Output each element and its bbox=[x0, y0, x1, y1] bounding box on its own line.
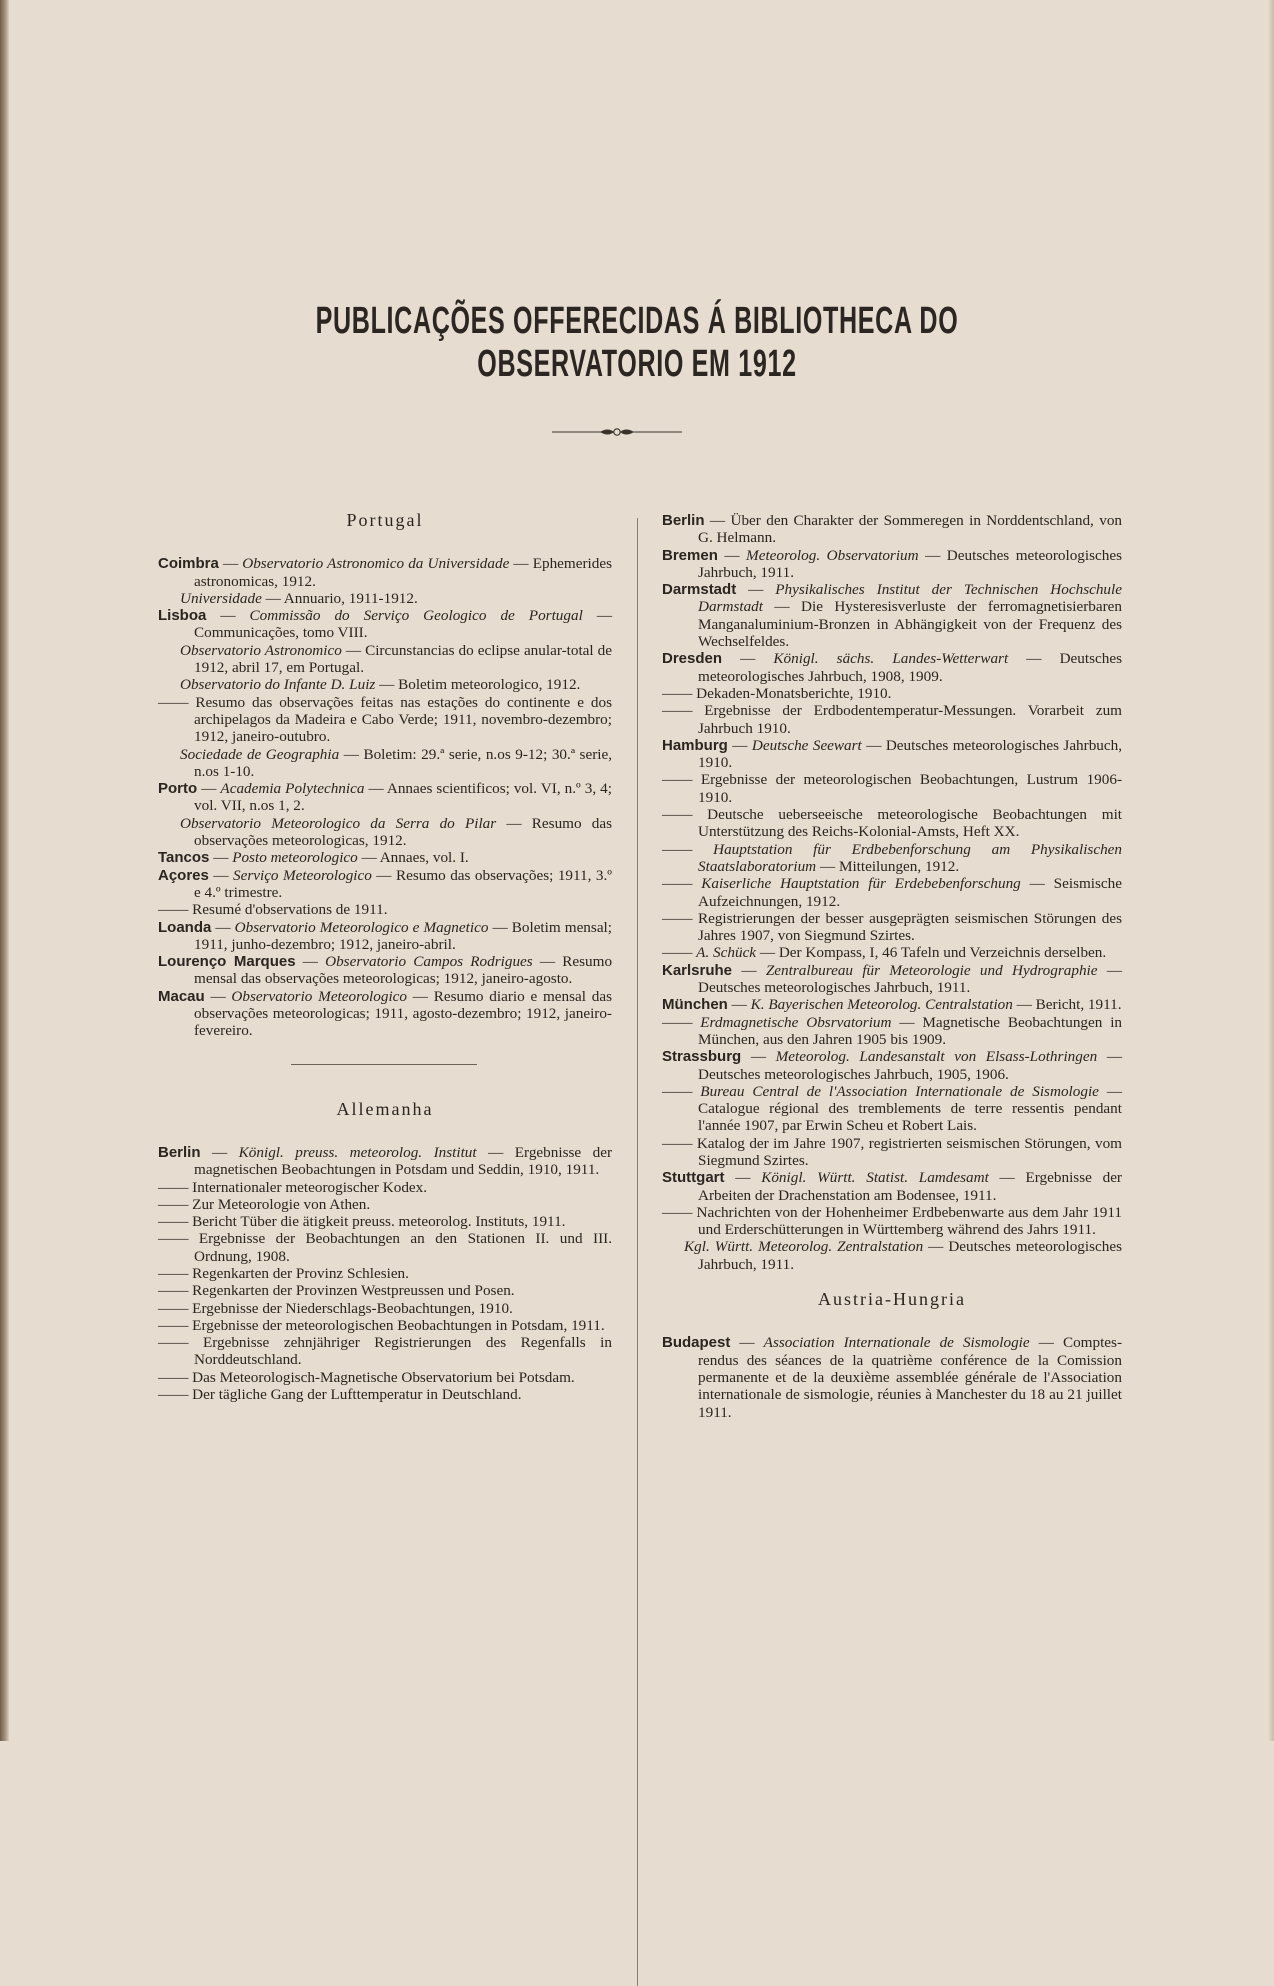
entry-text: Ergebnisse der magnetischen Beobachtungen in Potsdam und Seddin, 1910, 1911. bbox=[194, 1143, 613, 1179]
ditto-dash: —— bbox=[662, 1082, 701, 1100]
ditto-dash: —— bbox=[662, 840, 714, 858]
bibliography-entry bbox=[662, 1135, 1122, 1170]
bibliography-entry: Lourenço Marques — Observatorio Campos Rodrigues — Resumo mensal das observações meteorologicas; 1912, janeiro-agosto. bbox=[158, 953, 613, 988]
section-heading-austria-hungria: Austria-Hungria bbox=[818, 1289, 966, 1310]
ditto-dash: —— bbox=[158, 1264, 193, 1282]
entry-city: München bbox=[662, 996, 728, 1014]
ditto-dash: —— bbox=[158, 1282, 193, 1300]
bibliography-entry bbox=[158, 1213, 612, 1230]
ditto-dash: —— bbox=[662, 875, 702, 893]
bibliography-entry bbox=[662, 910, 1122, 945]
entry-city: Lourenço Marques bbox=[158, 953, 296, 971]
entry-city: Macau bbox=[158, 987, 205, 1005]
bibliography-entry: Bremen — Meteorolog. Observatorium — Deutsches meteorologisches Jahrbuch, 1911. bbox=[662, 546, 1122, 581]
entry-institution: Deutsche Seewart bbox=[751, 736, 862, 754]
bibliography-entry: Budapest — Association Internationale de Sismologie — Comptes-rendus des séances de la quatrième conférence de la Comission permanente et de la deuxième assemblée générale de l'Association internationale de sismologie, réunies à Manchester du 18 au 21 juillet 1911. bbox=[662, 1334, 1123, 1421]
entry-institution: Observatorio Meteorologico bbox=[231, 987, 408, 1005]
entry-text: Resumé d'observations de 1911. bbox=[192, 901, 388, 919]
entry-text: Katalog der im Jahre 1907, registrierten seismischen Störungen, vom Siegmund Szirtes. bbox=[696, 1134, 1122, 1169]
entry-text: Die Hysteresisverluste der ferromagnetisierbaren Manganaluminium-Bronzen in Abhängigkeit von der Frequenz des Wechselfeldes. bbox=[698, 598, 1122, 651]
entry-text: Bericht Tüber die ätigkeit preuss. meteorolog. Instituts, 1911. bbox=[192, 1213, 566, 1231]
entry-institution: Observatorio Astronomico bbox=[180, 641, 342, 659]
entry-institution: Observatorio do Infante D. Luiz bbox=[180, 676, 376, 694]
entry-city: Budapest bbox=[662, 1334, 731, 1352]
entry-text: Nachrichten von der Hohenheimer Erdbebenwarte aus dem Jahr 1911 und Erderschütterungen in Württemberg während des Jahrs 1911. bbox=[696, 1203, 1123, 1239]
bibliography-entry bbox=[662, 806, 1122, 841]
entry-institution: Zentralbureau für Meteorologie und Hydrographie bbox=[765, 961, 1098, 979]
ditto-dash: —— bbox=[662, 1013, 701, 1031]
ditto-dash: —— bbox=[662, 771, 701, 789]
page-title: PUBLICAÇÕES OFFERECIDAS Á BIBLIOTHECA DO OBSERVATORIO EM 1912 bbox=[315, 300, 959, 385]
entry-city: Tancos bbox=[158, 849, 210, 867]
entry-institution: Universidade bbox=[180, 589, 262, 607]
entry-text: Deutsche ueberseeische meteorologische Beobachtungen mit Unterstützung des Reichs-Kolonial-Amsts, Heft XX. bbox=[698, 806, 1123, 841]
bibliography-entry: Strassburg — Meteorolog. Landesanstalt von Elsass-Lothringen — Deutsches meteorologisches Jahrbuch, 1905, 1906. bbox=[662, 1048, 1123, 1083]
ditto-dash: —— bbox=[158, 693, 196, 711]
bibliography-entry bbox=[158, 1386, 612, 1403]
entry-text: Resumo das observações meteorologicas, 1912. bbox=[194, 814, 613, 850]
ditto-dash: —— bbox=[158, 1230, 199, 1248]
bibliography-entry: Berlin — Königl. preuss. meteorolog. Institut — Ergebnisse der magnetischen Beobachtungen in Potsdam und Seddin, 1910, 1911. bbox=[158, 1143, 613, 1179]
right-column bbox=[662, 512, 1122, 1421]
bibliography-entry: —— Erdmagnetische Obsrvatorium — Magnetische Beobachtungen in München, aus den Jahren 1905 bis 1909. bbox=[662, 1013, 1123, 1048]
page-binding-edge bbox=[0, 0, 9, 1741]
entry-institution: Meteorolog. Landesanstalt von Elsass-Lothringen bbox=[775, 1048, 1098, 1066]
entry-text: Regenkarten der Provinz Schlesien. bbox=[192, 1264, 409, 1282]
entry-text: Boletim mensal; 1911, junho-dezembro; 1912, janeiro-abril. bbox=[194, 918, 612, 953]
ditto-dash: —— bbox=[662, 806, 708, 824]
bibliography-entry: Berlin — Über den Charakter der Sommeregen in Norddentschland, von G. Helmann. bbox=[662, 512, 1123, 547]
entry-text: Comptes-rendus des séances de la quatrième conférence de la Comission permanente et de la deuxième assemblée générale de l'Association internationale de sismologie, réunies à Manchester du 18 au 21 juillet 1911. bbox=[698, 1334, 1123, 1421]
entry-text: Ergebnisse der Arbeiten der Drachenstation am Bodensee, 1911. bbox=[698, 1169, 1122, 1204]
ditto-dash: —— bbox=[158, 1299, 193, 1317]
ditto-dash: —— bbox=[158, 1386, 193, 1404]
ditto-dash: —— bbox=[662, 944, 697, 962]
ditto-dash: —— bbox=[662, 909, 698, 927]
entry-institution: Bureau Central de l'Association Internationale de Sismologie bbox=[700, 1082, 1099, 1100]
section-heading-portugal: Portugal bbox=[346, 510, 424, 530]
entry-institution: Observatorio Astronomico da Universidade bbox=[242, 555, 510, 573]
bibliography-entry: Açores — Serviço Meteorologico — Resumo das observações; 1911, 3.º e 4.º trimestre. bbox=[158, 866, 613, 901]
bibliography-entry bbox=[662, 771, 1122, 806]
bibliography-entry bbox=[158, 1230, 612, 1265]
entry-text: Resumo das observações feitas nas estações do continente e dos archipelagos da Madeira e Cabo Verde; 1911, novembro-dezembro; 1912, janeiro-outubro. bbox=[194, 693, 612, 746]
entry-text: Zur Meteorologie von Athen. bbox=[192, 1195, 371, 1213]
bibliography-entry bbox=[662, 685, 1122, 702]
bibliography-entry: Tancos — Posto meteorologico — Annaes, vol. I. bbox=[158, 849, 469, 867]
entry-city: Hamburg bbox=[662, 736, 728, 754]
bibliography-entry bbox=[158, 1317, 612, 1334]
entry-city: Karlsruhe bbox=[662, 961, 733, 979]
bibliography-entry: Kgl. Württ. Meteorolog. Zentralstation — Deutsches meteorologisches Jahrbuch, 1911. bbox=[684, 1238, 1122, 1273]
entry-text: Circunstancias do eclipse anular-total de 1912, abril 17, em Portugal. bbox=[194, 641, 613, 677]
entry-institution: Königl. sächs. Landes-Wetterwart bbox=[773, 650, 1009, 668]
entry-institution: Erdmagnetische Obsrvatorium bbox=[700, 1013, 892, 1031]
bibliography-entry bbox=[158, 901, 612, 918]
entry-city: Lisboa bbox=[158, 607, 207, 625]
bibliography-entry: Porto — Academia Polytechnica — Annaes scientificos; vol. VI, n.º 3, 4; vol. VII, n.os 1, 2. bbox=[158, 780, 612, 815]
ditto-dash: —— bbox=[662, 684, 697, 702]
bibliography-entry: Coimbra — Observatorio Astronomico da Universidade — Ephemerides astronomicas, 1912. bbox=[158, 555, 613, 590]
entry-text: Annaes, vol. I. bbox=[379, 849, 469, 867]
entry-text: Das Meteorologisch-Magnetische Observatorium bei Potsdam. bbox=[192, 1368, 575, 1386]
entry-institution: Association Internationale de Sismologie bbox=[763, 1334, 1030, 1352]
ditto-dash: —— bbox=[158, 1316, 193, 1334]
bibliography-entry: Hamburg — Deutsche Seewart — Deutsches meteorologisches Jahrbuch, 1910. bbox=[662, 736, 1123, 772]
entry-text: Ephemerides astronomicas, 1912. bbox=[194, 555, 613, 590]
entry-city: Stuttgart bbox=[662, 1169, 725, 1187]
ditto-dash: —— bbox=[158, 1213, 193, 1231]
entry-text: Annuario, 1911-1912. bbox=[283, 589, 418, 607]
entry-text: Deutsches meteorologisches Jahrbuch, 1905, 1906. bbox=[698, 1065, 1009, 1083]
entry-city: Loanda bbox=[158, 918, 212, 936]
bibliography-entry: —— A. Schück — Der Kompass, I, 46 Tafeln und Verzeichnis derselben. bbox=[662, 944, 1107, 962]
section-heading-allemanha: Allemanha bbox=[336, 1098, 434, 1119]
entry-institution: K. Bayerischen Meteorolog. Centralstation bbox=[750, 996, 1013, 1014]
bibliography-entry bbox=[158, 1334, 612, 1369]
entry-text: Resumo diario e mensal das observações meteorologicas; 1911, agosto-dezembro; 1912, janeiro-fevereiro. bbox=[194, 987, 613, 1040]
ditto-dash: —— bbox=[158, 901, 193, 919]
bibliography-entry: Sociedade de Geographia — Boletim: 29.ª serie, n.os 9-12; 30.ª serie, n.os 1-10. bbox=[180, 745, 613, 780]
entry-text: Boletim: 29.ª serie, n.os 9-12; 30.ª serie, n.os 1-10. bbox=[194, 745, 613, 780]
entry-text: Seismische Aufzeichnungen, 1912. bbox=[698, 875, 1122, 910]
entry-institution: Kgl. Württ. Meteorolog. Zentralstation bbox=[684, 1238, 924, 1256]
entry-text: Deutsches meteorologisches Jahrbuch, 1911. bbox=[698, 1238, 1122, 1273]
ditto-dash: —— bbox=[662, 702, 705, 720]
entry-text: Internationaler meteorogischer Kodex. bbox=[192, 1178, 428, 1196]
entry-institution: Serviço Meteorologico bbox=[232, 866, 372, 884]
entry-institution: Meteorolog. Observatorium bbox=[746, 546, 919, 564]
entry-text: Magnetische Beobachtungen in München, aus den Jahren 1905 bis 1909. bbox=[698, 1013, 1123, 1048]
entry-city: Darmstadt bbox=[662, 581, 737, 599]
entry-institution: Observatorio Campos Rodrigues bbox=[325, 953, 533, 971]
bibliography-entry: —— Kaiserliche Hauptstation für Erdebebenforschung — Seismische Aufzeichnungen, 1912. bbox=[662, 875, 1122, 910]
entry-city: Berlin bbox=[662, 512, 705, 529]
entry-text: Boletim meteorologico, 1912. bbox=[398, 676, 581, 694]
page-right-edge bbox=[1268, 0, 1274, 1741]
bibliography-entry: Observatorio Astronomico — Circunstancias do eclipse anular-total de 1912, abril 17, em Portugal. bbox=[180, 641, 613, 677]
bibliography-entry: Karlsruhe — Zentralbureau für Meteorologie und Hydrographie — Deutsches meteorologisches Jahrbuch, 1911. bbox=[662, 961, 1123, 997]
bibliography-entry bbox=[662, 702, 1122, 737]
entry-text: Catalogue régional des tremblements de terre ressentis pendant l'année 1907, par Erwin Scheu et Robert Lais. bbox=[698, 1100, 1122, 1135]
entry-institution: Observatorio Meteorologico e Magnetico bbox=[234, 918, 489, 936]
entry-text: Ergebnisse der Erdbodentemperatur-Messungen. Vorarbeit zum Jahrbuch 1910. bbox=[698, 702, 1122, 737]
entry-text: Ergebnisse der Beobachtungen an den Stationen II. und III. Ordnung, 1908. bbox=[194, 1230, 613, 1265]
entry-text: Bericht, 1911. bbox=[1035, 996, 1122, 1014]
entry-text: Mitteilungen, 1912. bbox=[838, 857, 960, 875]
bibliography-entry bbox=[158, 1300, 612, 1317]
ditto-dash: —— bbox=[158, 1368, 193, 1386]
ditto-dash: —— bbox=[158, 1178, 193, 1196]
entry-institution: Hauptstation für Erdbebenforschung am Physikalischen Staatslaboratorium bbox=[698, 840, 1123, 875]
entry-city: Açores bbox=[158, 866, 209, 884]
entry-city: Dresden bbox=[662, 650, 723, 668]
entry-institution: Posto meteorologico bbox=[232, 849, 358, 867]
entry-institution: Königl. preuss. meteorolog. Institut bbox=[238, 1143, 477, 1161]
entry-city: Berlin bbox=[158, 1143, 201, 1161]
entry-text: Deutsches meteorologisches Jahrbuch, 1911. bbox=[698, 979, 971, 997]
bibliography-entry: Darmstadt — Physikalisches Institut der Technischen Hochschule Darmstadt — Die Hysteresisverluste der ferromagnetisierbaren Manganaluminium-Bronzen in Abhängigkeit von der Frequenz des Wechselfeldes. bbox=[662, 581, 1122, 651]
entry-institution: Commissão do Serviço Geologico de Portugal bbox=[249, 607, 583, 625]
bibliography-entry: Universidade — Annuario, 1911-1912. bbox=[180, 589, 418, 607]
entry-city: Bremen bbox=[662, 546, 718, 564]
left-column bbox=[158, 512, 612, 1403]
entry-text: Registrierungen der besser ausgeprägten seismischen Störungen des Jahres 1907, von Siegmund Szirtes. bbox=[697, 909, 1123, 945]
entry-text: Resumo das observações; 1911, 3.º e 4.º trimestre. bbox=[194, 866, 613, 901]
column-divider bbox=[637, 518, 638, 1986]
entry-text: Ergebnisse der meteorologischen Beobachtungen, Lustrum 1906-1910. bbox=[698, 771, 1123, 806]
ditto-dash: —— bbox=[662, 1203, 697, 1221]
bibliography-entry bbox=[158, 1369, 612, 1386]
bibliography-entry: München — K. Bayerischen Meteorolog. Centralstation — Bericht, 1911. bbox=[662, 996, 1122, 1014]
bibliography-entry: Observatorio Meteorologico da Serra do Pilar — Resumo das observações meteorologicas, 1912. bbox=[180, 814, 613, 850]
ditto-dash: —— bbox=[158, 1334, 203, 1352]
ditto-dash: —— bbox=[662, 1134, 697, 1152]
entry-text: Resumo mensal das observações meteorologicas; 1912, janeiro-agosto. bbox=[194, 953, 613, 988]
entry-text: Regenkarten der Provinzen Westpreussen und Posen. bbox=[192, 1282, 515, 1300]
bibliography-entry bbox=[158, 1196, 612, 1213]
bibliography-entry bbox=[158, 1265, 612, 1282]
allemanha-entries bbox=[158, 1144, 612, 1403]
portugal-entries bbox=[158, 555, 612, 1039]
bibliography-entry bbox=[158, 1282, 612, 1299]
entry-text: Dekaden-Monatsberichte, 1910. bbox=[696, 684, 892, 702]
entry-text: Der tägliche Gang der Lufttemperatur in Deutschland. bbox=[192, 1386, 522, 1404]
allemanha-entries-continued bbox=[662, 512, 1122, 1273]
entry-institution: Observatorio Meteorologico da Serra do Pilar bbox=[180, 814, 497, 832]
entry-text: Ergebnisse zehnjähriger Registrierungen des Regenfalls in Norddeutschland. bbox=[194, 1334, 612, 1369]
bibliography-entry: Stuttgart — Königl. Württ. Statist. Lamdesamt — Ergebnisse der Arbeiten der Drachenstation am Bodensee, 1911. bbox=[662, 1169, 1122, 1204]
bibliography-entry: Lisboa — Commissão do Serviço Geologico de Portugal — Communicações, tomo VIII. bbox=[158, 607, 613, 642]
bibliography-entry bbox=[662, 1204, 1122, 1239]
entry-text: Communicações, tomo VIII. bbox=[194, 624, 368, 642]
bibliography-entry: Observatorio do Infante D. Luiz — Boletim meteorologico, 1912. bbox=[180, 676, 581, 694]
entry-text: Über den Charakter der Sommeregen in Norddentschland, von G. Helmann. bbox=[698, 512, 1123, 547]
entry-institution: Sociedade de Geographia bbox=[180, 745, 340, 763]
title-ornament bbox=[552, 425, 682, 439]
entry-text: Deutsches meteorologisches Jahrbuch, 1910. bbox=[698, 736, 1123, 772]
bibliography-entry: Dresden — Königl. sächs. Landes-Wetterwart — Deutsches meteorologisches Jahrbuch, 1908, 1909. bbox=[662, 650, 1123, 685]
austria-entries bbox=[662, 1334, 1122, 1420]
bibliography-entry: Macau — Observatorio Meteorologico — Resumo diario e mensal das observações meteorologicas; 1911, agosto-dezembro; 1912, janeiro-fevereiro. bbox=[158, 987, 613, 1040]
entry-text: Ergebnisse der Niederschlags-Beobachtungen, 1910. bbox=[192, 1299, 513, 1317]
entry-text: Deutsches meteorologisches Jahrbuch, 1911. bbox=[698, 546, 1122, 581]
bibliography-entry bbox=[158, 694, 612, 746]
entry-text: Deutsches meteorologisches Jahrbuch, 1908, 1909. bbox=[698, 650, 1123, 685]
ditto-dash: —— bbox=[158, 1195, 193, 1213]
bibliography-entry: —— Hauptstation für Erdbebenforschung am Physikalischen Staatslaboratorium — Mitteilungen, 1912. bbox=[662, 840, 1123, 875]
bibliography-entry: —— Bureau Central de l'Association Internationale de Sismologie — Catalogue régional des tremblements de terre ressentis pendant l'année 1907, par Erwin Scheu et Robert Lais. bbox=[662, 1082, 1123, 1135]
entry-city: Strassburg bbox=[662, 1048, 742, 1066]
entry-city: Porto bbox=[158, 780, 198, 798]
entry-city: Coimbra bbox=[158, 555, 219, 573]
entry-institution: A. Schück bbox=[696, 944, 757, 962]
entry-text: Der Kompass, I, 46 Tafeln und Verzeichnis derselben. bbox=[778, 944, 1107, 962]
bibliography-entry: Loanda — Observatorio Meteorologico e Magnetico — Boletim mensal; 1911, junho-dezembro; 1912, janeiro-abril. bbox=[158, 918, 612, 953]
entry-institution: Königl. Württ. Statist. Lamdesamt bbox=[761, 1169, 989, 1187]
entry-institution: Physikalisches Institut der Technischen Hochschule Darmstadt bbox=[698, 581, 1122, 616]
entry-institution: Kaiserliche Hauptstation für Erdebebenforschung bbox=[701, 875, 1021, 893]
entry-text: Annaes scientificos; vol. VI, n.º 3, 4; vol. VII, n.os 1, 2. bbox=[194, 780, 612, 815]
bibliography-entry bbox=[158, 1179, 612, 1196]
entry-institution: Academia Polytechnica bbox=[220, 780, 365, 798]
entry-text: Ergebnisse der meteorologischen Beobachtungen in Potsdam, 1911. bbox=[192, 1316, 605, 1334]
